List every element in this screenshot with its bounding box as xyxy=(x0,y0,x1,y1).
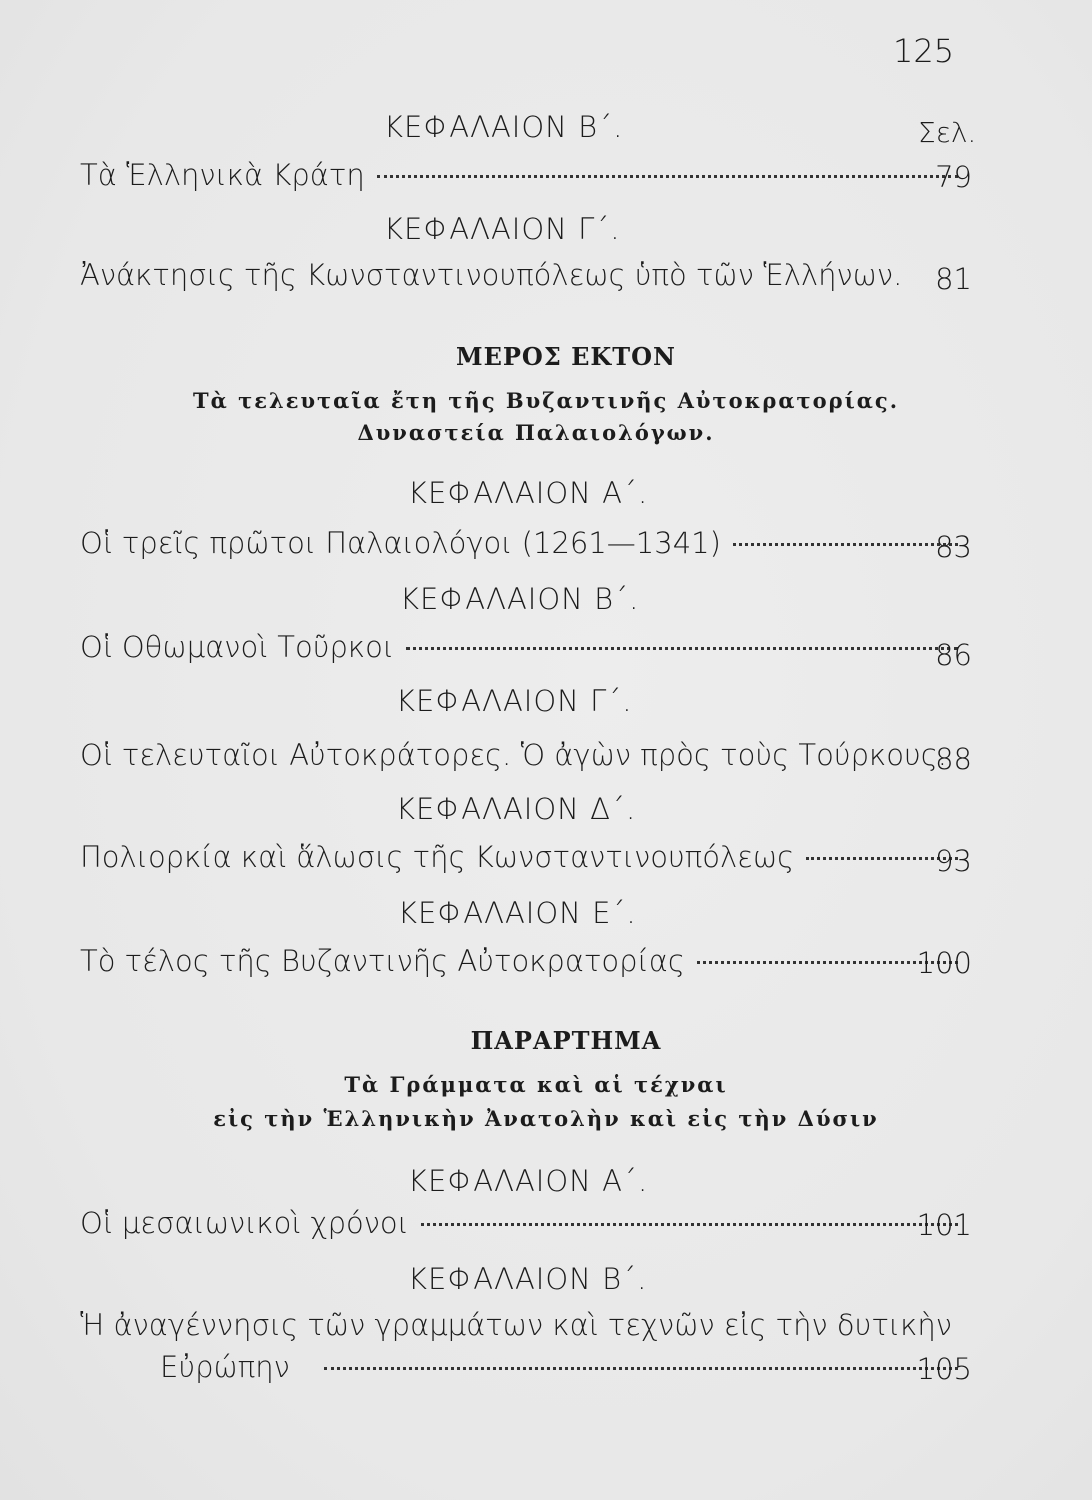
page-number: 125 xyxy=(893,32,955,70)
part-subtitle: Δυναστεία Παλαιολόγων. xyxy=(357,420,715,445)
appendix-heading: ΠΑΡΑΡΤΗΜΑ xyxy=(470,1026,662,1055)
toc-entry-page: 93 xyxy=(935,844,972,878)
toc-entry xyxy=(80,738,947,772)
toc-entry-page: 83 xyxy=(935,530,972,564)
toc-entry xyxy=(80,1206,968,1240)
dot-leader xyxy=(324,1367,958,1370)
toc-entry-title: Ἀνάκτησις τῆς Κωνσταντινουπόλεως ὑπὸ τῶν Ἑλλήνων. xyxy=(80,258,903,292)
toc-entry-page: 88 xyxy=(935,742,972,776)
toc-entry-title: Τὸ τέλος τῆς Βυζαντινῆς Αὐτοκρατορίας xyxy=(80,944,685,978)
toc-entry xyxy=(160,1350,968,1384)
toc-entry-page: 86 xyxy=(935,638,972,672)
chapter-heading: ΚΕΦΑΛΑΙΟΝ Β΄. xyxy=(400,582,640,616)
toc-entry-title: Οἱ τελευταῖοι Αὐτοκράτορες. Ὁ ἀγὼν πρὸς τοὺς Τούρκους. xyxy=(80,738,947,772)
toc-entry-title: Οἱ τρεῖς πρῶτοι Παλαιολόγοι (1261—1341) xyxy=(80,526,721,560)
toc-entry-page: 100 xyxy=(916,946,972,980)
toc-entry-page: 81 xyxy=(935,262,972,296)
toc-entry-title: Ἡ ἀναγέννησις τῶν γραμμάτων καὶ τεχνῶν εἰς τὴν δυτικὴν xyxy=(80,1308,952,1342)
dot-leader xyxy=(406,647,958,650)
toc-entry-page: 101 xyxy=(916,1208,972,1242)
toc-entry-page: 105 xyxy=(916,1352,972,1386)
toc-entry-title-continued: Εὐρώπην xyxy=(160,1350,290,1384)
toc-entry xyxy=(80,944,968,978)
dot-leader xyxy=(421,1223,958,1226)
chapter-heading: ΚΕΦΑΛΑΙΟΝ Α΄. xyxy=(408,1164,649,1198)
toc-entry-title: Τὰ Ἑλληνικὰ Κράτη xyxy=(80,158,365,192)
chapter-heading: ΚΕΦΑΛΑΙΟΝ Γ΄. xyxy=(384,212,621,246)
part-subtitle: Τὰ τελευταῖα ἔτη τῆς Βυζαντινῆς Αὐτοκρατορίας. xyxy=(192,388,900,413)
toc-entry xyxy=(80,158,968,192)
dot-leader xyxy=(377,175,958,178)
chapter-heading: ΚΕΦΑΛΑΙΟΝ Β΄. xyxy=(408,1262,648,1296)
appendix-subtitle: Τὰ Γράμματα καὶ αἱ τέχναι xyxy=(344,1072,728,1097)
chapter-heading: ΚΕΦΑΛΑΙΟΝ Δ΄. xyxy=(396,792,637,826)
toc-entry-title: Οἱ μεσαιωνικοὶ χρόνοι xyxy=(80,1206,409,1240)
chapter-heading: ΚΕΦΑΛΑΙΟΝ Γ΄. xyxy=(396,684,633,718)
toc-entry-title: Οἱ Οθωμανοὶ Τοῦρκοι xyxy=(80,630,395,664)
toc-entry-page: 79 xyxy=(935,160,972,194)
toc-entry xyxy=(80,630,968,664)
toc-entry-title: Πολιορκία καὶ ἅλωσις τῆς Κωνσταντινουπόλεως xyxy=(80,840,795,874)
pages-column-label: Σελ. xyxy=(918,116,977,149)
toc-entry xyxy=(80,840,968,874)
part-heading: ΜΕΡΟΣ ΕΚΤΟΝ xyxy=(456,342,676,371)
chapter-heading: ΚΕΦΑΛΑΙΟΝ Α΄. xyxy=(408,476,649,510)
toc-entry xyxy=(80,526,968,560)
appendix-subtitle: εἰς τὴν Ἑλληνικὴν Ἀνατολὴν καὶ εἰς τὴν Δύσιν xyxy=(213,1106,879,1131)
chapter-heading: ΚΕΦΑΛΑΙΟΝ Ε΄. xyxy=(398,896,637,930)
toc-entry-line xyxy=(80,1308,952,1342)
chapter-heading: ΚΕΦΑΛΑΙΟΝ Β΄. xyxy=(384,110,624,144)
toc-entry xyxy=(80,258,942,292)
